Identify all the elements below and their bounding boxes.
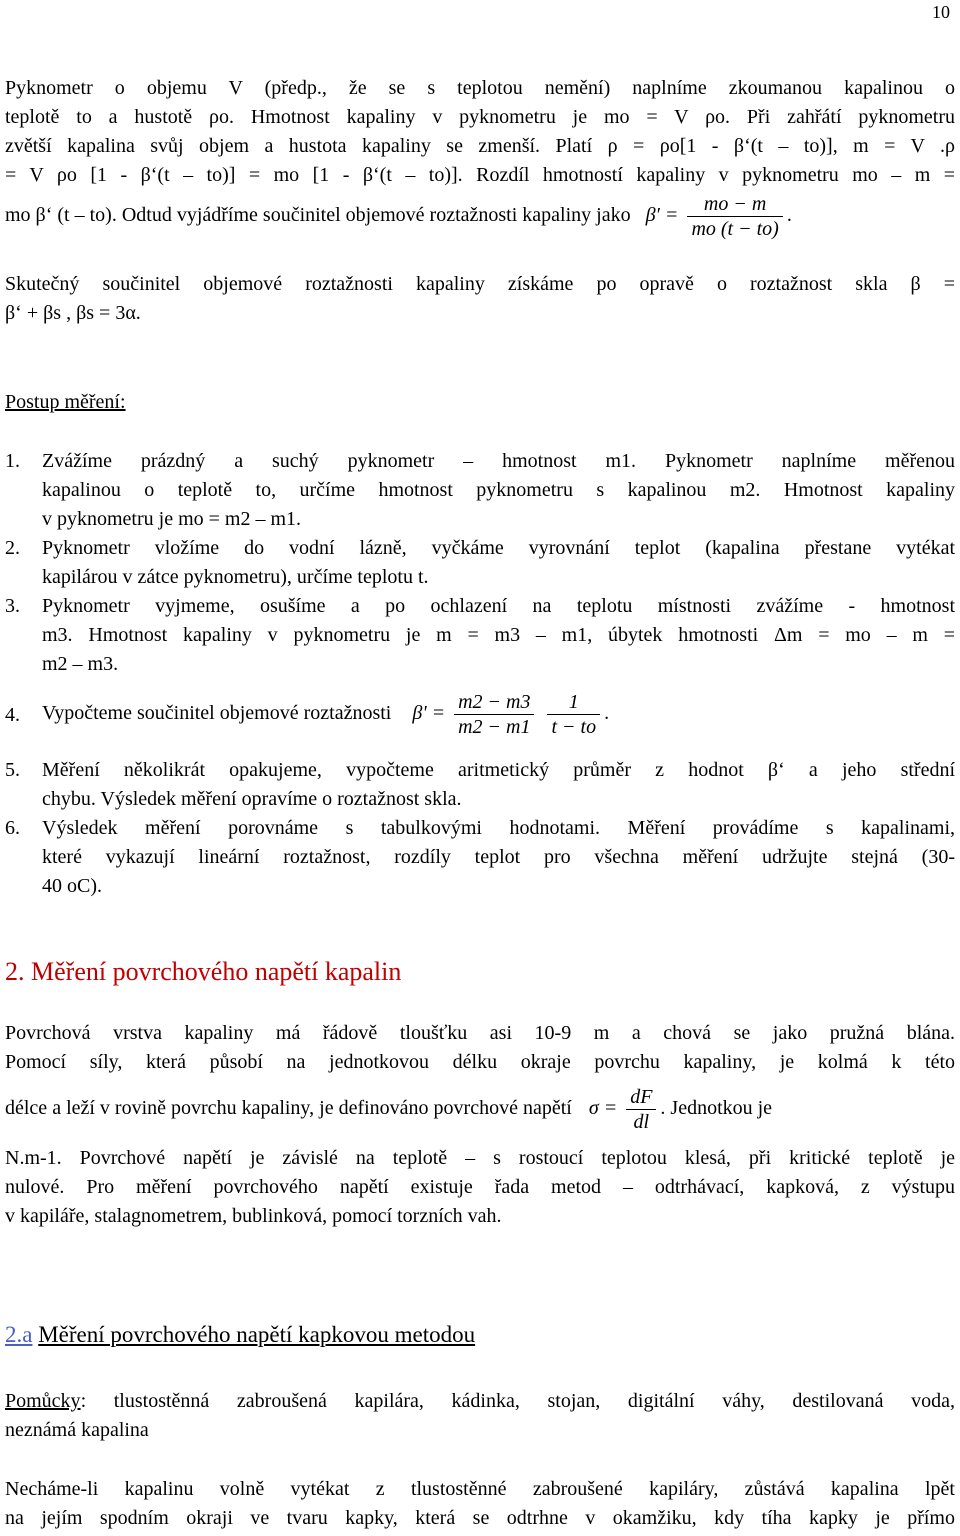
item-4-fraction-2-numerator: 1 bbox=[568, 690, 579, 713]
item-4-fraction-1-denominator: m2 − m1 bbox=[454, 714, 534, 739]
section-2-line-3-tail: . Jednotkou je bbox=[660, 1097, 773, 1119]
beta-fraction-denominator: mo (t − to) bbox=[687, 216, 782, 241]
section-2-line-3-text: délce a leží v rovině povrchu kapaliny, je definováno povrchové napětí bbox=[5, 1097, 572, 1119]
item-2-line-2: kapilárou v zátce pyknometru), určíme teplotu t. bbox=[42, 566, 429, 588]
item-4-number: 4. bbox=[5, 704, 20, 726]
item-3-line-1: Pyknometr vyjmeme, osušíme a po ochlazení na teplotu místnosti zvážíme - hmotnost bbox=[42, 595, 955, 617]
section-2-line-6: v kapiláře, stalagnometrem, bublinková, pomocí torzních vah. bbox=[5, 1205, 502, 1227]
item-2-number: 2. bbox=[5, 537, 20, 559]
beta-fraction-numerator: mo − m bbox=[703, 193, 767, 215]
intro-line-5-text: mo β‘ (t – to). Odtud vyjádříme součinitel objemové roztažnosti kapaliny jako bbox=[5, 204, 631, 227]
section-2a-title: Měření povrchového napětí kapkovou metodou bbox=[38, 1322, 476, 1347]
item-1-line-3: v pyknometru je mo = m2 – m1. bbox=[42, 508, 302, 530]
item-5-line-2: chybu. Výsledek měření opravíme o roztažnost skla. bbox=[42, 788, 462, 810]
item-3-line-2: m3. Hmotnost kapaliny v pyknometru je m = m3 – m1, úbytek hmotnosti Δm = mo – m = bbox=[42, 624, 955, 646]
section-2-title: 2. Měření povrchového napětí kapalin bbox=[5, 957, 402, 986]
item-1-line-1: Zvážíme prázdný a suchý pyknometr – hmotnost m1. Pyknometr naplníme měřenou bbox=[42, 450, 955, 472]
pomucky-text: : tlustostěnná zabroušená kapilára, kádinka, stojan, digitální váhy, destilovaná voda, bbox=[80, 1390, 955, 1412]
item-6-line-2: které vykazují lineární roztažnost, rozdíly teplot pro všechna měření udržujte stejná (30- bbox=[42, 846, 955, 868]
section-2-line-2: Pomocí síly, která působí na jednotkovou délku okraje povrchu kapaliny, je kolmá k této bbox=[5, 1051, 955, 1073]
intro-line-7: β‘ + βs , βs = 3α. bbox=[5, 302, 141, 324]
beta-fraction bbox=[687, 192, 782, 241]
pomucky-label: Pomůcky bbox=[5, 1390, 81, 1412]
sigma-fraction bbox=[626, 1085, 656, 1134]
item-4-fraction-1 bbox=[454, 690, 534, 739]
item-5-number: 5. bbox=[5, 759, 20, 781]
item-2-line-1: Pyknometr vložíme do vodní lázně, vyčkáme vyrovnání teplot (kapalina přestane vytékat bbox=[42, 537, 955, 559]
item-4-fraction-2 bbox=[547, 690, 600, 739]
sigma-fraction-numerator: dF bbox=[630, 1085, 653, 1108]
item-5-line-1: Měření několikrát opakujeme, vypočteme aritmetický průměr z hodnot β‘ a jeho střední bbox=[42, 759, 955, 781]
item-6-line-1: Výsledek měření porovnáme s tabulkovými hodnotami. Měření provádíme s kapalinami, bbox=[42, 817, 955, 839]
item-6-line-3: 40 oC). bbox=[42, 875, 102, 897]
item-4-fraction-1-numerator: m2 − m3 bbox=[458, 690, 531, 713]
intro-line-5: mo β‘ (t – to). Odtud vyjádříme součinitel objemové roztažnosti kapaliny jako β′ = $\frac{mo - m}{mo (t - to)}$ . bbox=[5, 193, 792, 240]
section-2-line-1: Povrchová vrstva kapaliny má řádově tloušťku asi 10-9 m a chová se jako pružná blána. bbox=[5, 1022, 955, 1044]
sigma-fraction-denominator: dl bbox=[626, 1109, 656, 1134]
final-line-1: Necháme-li kapalinu volně vytékat z tlustostěnné zabroušené kapiláry, zůstává kapalina lpět bbox=[5, 1478, 955, 1500]
item-3-line-3: m2 – m3. bbox=[42, 653, 119, 675]
page-number: 10 bbox=[932, 2, 950, 22]
final-line-2: na jejím spodním okraji ve tvaru kapky, která se odtrhne v okamžiku, kdy tíha kapky je přímo bbox=[5, 1507, 955, 1529]
intro-line-2: teplotě to a hustotě ρo. Hmotnost kapaliny v pyknometru je mo = V ρo. Při zahřátí pyknometru bbox=[5, 106, 955, 128]
item-3-number: 3. bbox=[5, 595, 20, 617]
intro-line-6: Skutečný součinitel objemové roztažnosti kapaliny získáme po opravě o roztažnost skla β = bbox=[5, 273, 955, 295]
item-4-line-1: Vypočteme součinitel objemové roztažnosti β' = $\frac{m2 - m3}{m2 - m1}$ $\frac{1}{t - to}$ . bbox=[42, 690, 610, 738]
section-2-line-5: nulové. Pro měření povrchového napětí existuje řada metod – odtrhávací, kapková, z výstupu bbox=[5, 1176, 955, 1198]
item-4-text: Vypočteme součinitel objemové roztažnosti bbox=[42, 702, 392, 724]
intro-line-1: Pyknometr o objemu V (předp., že se s teplotou nemění) naplníme zkoumanou kapalinou o bbox=[5, 77, 955, 99]
pomucky-line-2: neznámá kapalina bbox=[5, 1419, 149, 1441]
item-6-number: 6. bbox=[5, 817, 20, 839]
section-2a-heading bbox=[5, 1322, 955, 1348]
section-2-line-3: délce a leží v rovině povrchu kapaliny, je definováno povrchové napětí σ = $\frac{dF}{dl}$ . Jednotkou je bbox=[5, 1085, 773, 1133]
section-2-line-4: N.m-1. Povrchové napětí je závislé na teplotě – s rostoucí teplotou klesá, při kritické teplotě je bbox=[5, 1147, 955, 1169]
pomucky-line-1 bbox=[5, 1388, 955, 1414]
intro-line-3: zvětší kapalina svůj objem a hustota kapaliny se zmenší. Platí ρ = ρo[1 - β‘(t – to)], m = V .ρ bbox=[5, 135, 955, 157]
item-1-number: 1. bbox=[5, 450, 20, 472]
section-2a-number: 2.a bbox=[5, 1322, 33, 1347]
item-4-fraction-2-denominator: t − to bbox=[547, 714, 600, 739]
item-1-line-2: kapalinou o teplotě to, určíme hmotnost pyknometru s kapalinou m2. Hmotnost kapaliny bbox=[42, 479, 955, 501]
postup-heading: Postup měření: bbox=[5, 391, 126, 413]
intro-line-4: = V ρo [1 - β‘(t – to)] = mo [1 - β‘(t – to)]. Rozdíl hmotností kapaliny v pyknometru mo – m = bbox=[5, 164, 955, 186]
